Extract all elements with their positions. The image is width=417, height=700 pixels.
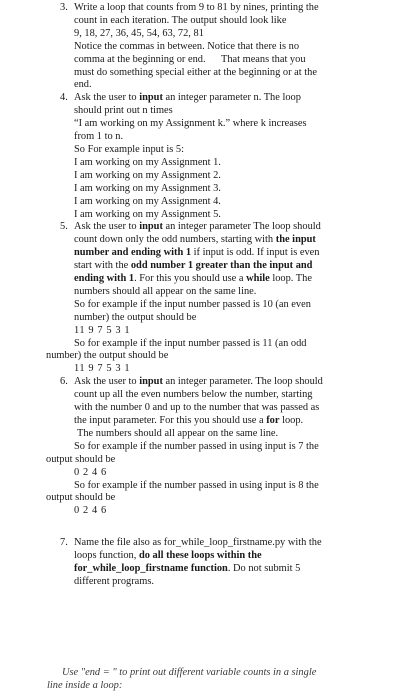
q3-line-1: Write a loop that counts from 9 to 81 by nines, printing the — [74, 2, 319, 13]
question-7-number: 7. — [60, 537, 68, 549]
q3-line-2: count in each iteration. The output should look like — [74, 14, 287, 26]
question-5-number: 5. — [60, 221, 68, 233]
q6-line-7: output should be — [46, 453, 116, 465]
q5-output-odd: 11 9 7 5 3 1 — [74, 363, 131, 375]
q4-line-4: from 1 to n. — [74, 131, 124, 143]
question-5 — [0, 221, 417, 376]
q5-line-2: count down only the odd numbers, starting with the input — [74, 234, 316, 246]
q6-output-8: 0 2 4 6 — [74, 505, 107, 517]
question-4-number: 4. — [60, 92, 68, 104]
q4-example-4: I am working on my Assignment 4. — [74, 195, 221, 207]
q7-line-3: for_while_loop_firstname function. Do not submit 5 — [74, 563, 301, 575]
q5-line-4: start with the odd number 1 greater than the input and — [74, 260, 313, 272]
q4-example-3: I am working on my Assignment 3. — [74, 182, 221, 194]
q4-line-1: Ask the user to input an integer parameter n. The loop — [74, 92, 301, 104]
question-4 — [0, 92, 417, 221]
q4-example-5: I am working on my Assignment 5. — [74, 208, 221, 220]
footer-line-1: Use "end = " to print out different variable counts in a single — [62, 667, 317, 678]
q6-line-3: with the number 0 and up to the number that was passed as — [74, 402, 320, 414]
q5-line-6: numbers should all appear on the same line. — [74, 285, 257, 297]
footer-line-2: line inside a loop: — [47, 680, 123, 691]
q3-line-4: Notice the commas in between. Notice that there is no — [74, 40, 300, 52]
q6-line-1: Ask the user to input an integer parameter. The loop should — [74, 376, 323, 388]
q3-line-7: end. — [74, 79, 92, 91]
q6-line-5: The numbers should all appear on the same line. — [77, 427, 279, 439]
q5-line-1: Ask the user to input an integer parameter The loop should — [74, 221, 321, 233]
q4-line-3: “I am working on my Assignment k.” where k increases — [74, 118, 307, 130]
question-3-number: 3. — [60, 2, 68, 13]
question-6-number: 6. — [60, 376, 68, 388]
q5-line-11: number) the output should be — [46, 350, 169, 362]
q6-line-10: output should be — [46, 492, 116, 504]
q6-line-6: So for example if the number passed in using input is 7 the — [74, 440, 319, 452]
q7-line-2: loops function, do all these loops within the — [74, 550, 262, 562]
q4-example-1: I am working on my Assignment 1. — [74, 156, 221, 168]
q6-line-2: count up all the even numbers below the number, starting — [74, 389, 313, 401]
q7-line-1: Name the file also as for_while_loop_firstname.py with the — [74, 537, 322, 549]
q7-line-4: different programs. — [74, 575, 155, 587]
q3-line-6: must do something special either at the beginning or at the — [74, 66, 317, 78]
q3-output-example: 9, 18, 27, 36, 45, 54, 63, 72, 81 — [74, 27, 204, 39]
q6-output-7: 0 2 4 6 — [74, 466, 107, 478]
q6-line-4: the input parameter. For this you should use a for loop. — [74, 415, 304, 426]
q4-example-2: I am working on my Assignment 2. — [74, 169, 221, 181]
footer-note — [47, 666, 377, 692]
q5-line-8: number) the output should be — [74, 311, 197, 323]
q3-line-5: comma at the beginning or end. That means that you — [74, 53, 306, 65]
question-3 — [0, 2, 417, 92]
question-7 — [0, 537, 417, 589]
q4-line-2: should print out n times — [74, 105, 173, 117]
q5-output-even: 11 9 7 5 3 1 — [74, 324, 131, 336]
question-6 — [0, 376, 417, 518]
q6-line-9: So for example if the number passed in using input is 8 the — [74, 479, 319, 491]
q5-line-7: So for example if the input number passed is 10 (an even — [74, 298, 311, 310]
q5-line-3: number and ending with 1 if input is odd. If input is even — [74, 247, 320, 259]
q5-line-10: So for example if the input number passed is 11 (an odd — [74, 337, 307, 349]
q5-line-5: ending with 1. For this you should use a while loop. The — [74, 273, 312, 285]
q4-line-5: So For example input is 5: — [74, 143, 184, 155]
